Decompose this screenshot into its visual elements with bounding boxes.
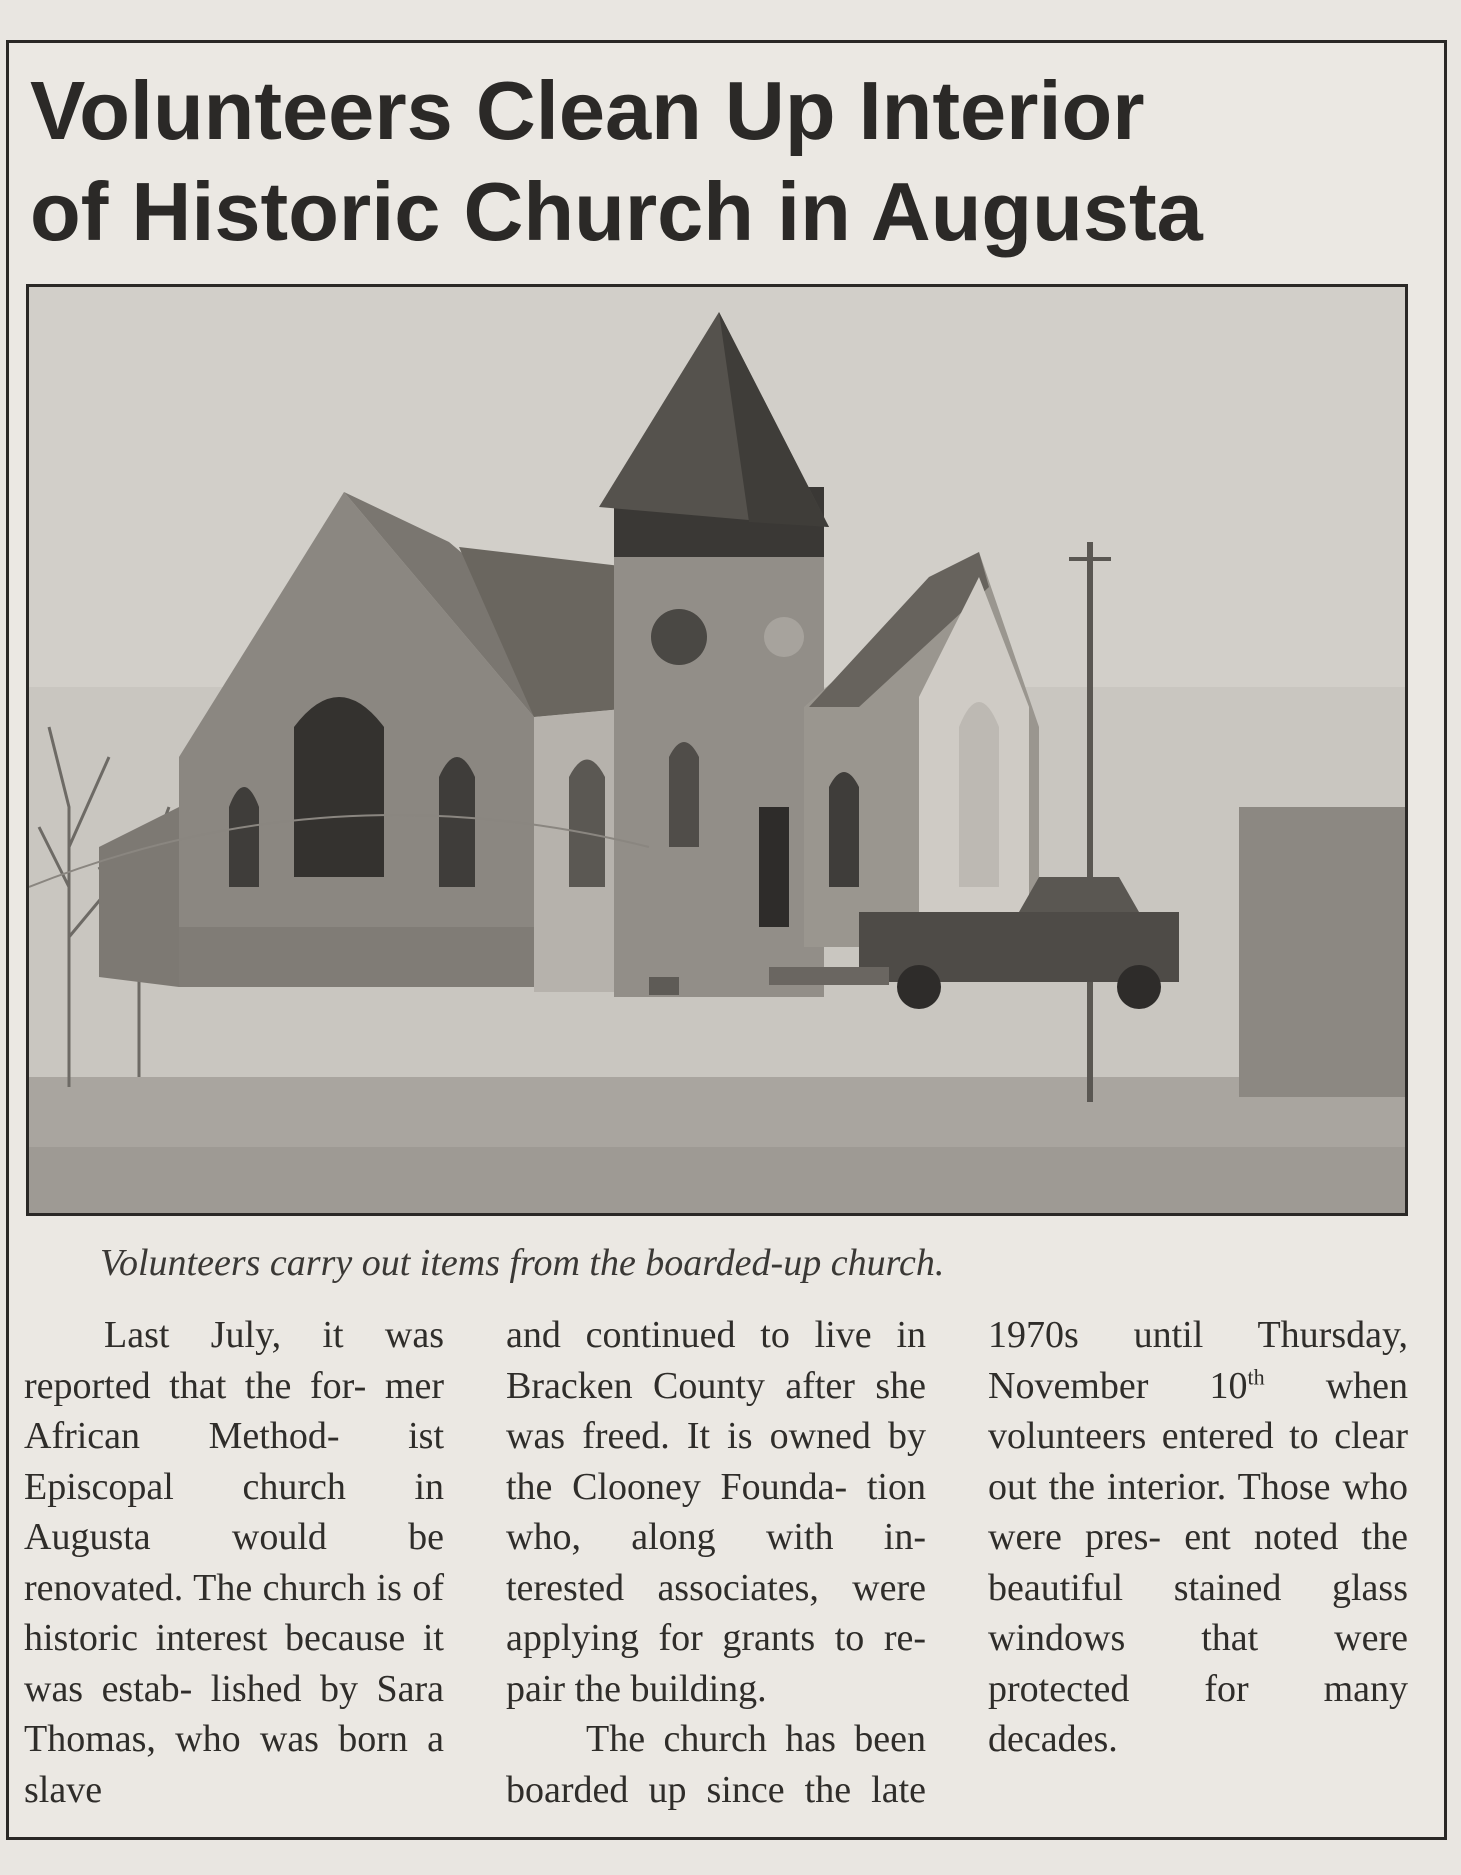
superscript: th xyxy=(1247,1363,1265,1389)
text-run: 1970s until Thursday, November 10 xyxy=(988,1314,1408,1407)
paragraph xyxy=(988,1310,1408,1765)
headline-line-1: Volunteers Clean Up Interior xyxy=(30,64,1145,157)
headline xyxy=(30,60,1410,262)
church-illustration xyxy=(29,287,1405,1213)
text-run: when volunteers entered to clear out the interior. Those who were pres- ent noted the beautiful stained glass windows that were protected for many decades. xyxy=(988,1364,1409,1760)
column-3 xyxy=(988,1310,1408,1815)
paragraph: and continued to live in Bracken County after she was freed. It is owned by the Clooney Founda- tion who, along with in- terested associates, were applying for grants to re- pair the building. xyxy=(506,1314,926,1710)
column-1 xyxy=(24,1310,444,1815)
paragraph: Last July, it was reported that the for- mer African Method- ist Episcopal church in Augusta would be renovated. The church is of historic interest because it was estab- lished by Sara Thomas, who was born a slave xyxy=(24,1314,444,1811)
column-2 xyxy=(506,1310,926,1815)
paragraph: The church has been boarded up since the late xyxy=(506,1718,926,1811)
headline-line-2: of Historic Church in Augusta xyxy=(30,165,1203,258)
church-photo xyxy=(26,284,1408,1216)
photo-caption: Volunteers carry out items from the boarded-up church. xyxy=(100,1242,945,1284)
article-body xyxy=(24,1310,1408,1815)
